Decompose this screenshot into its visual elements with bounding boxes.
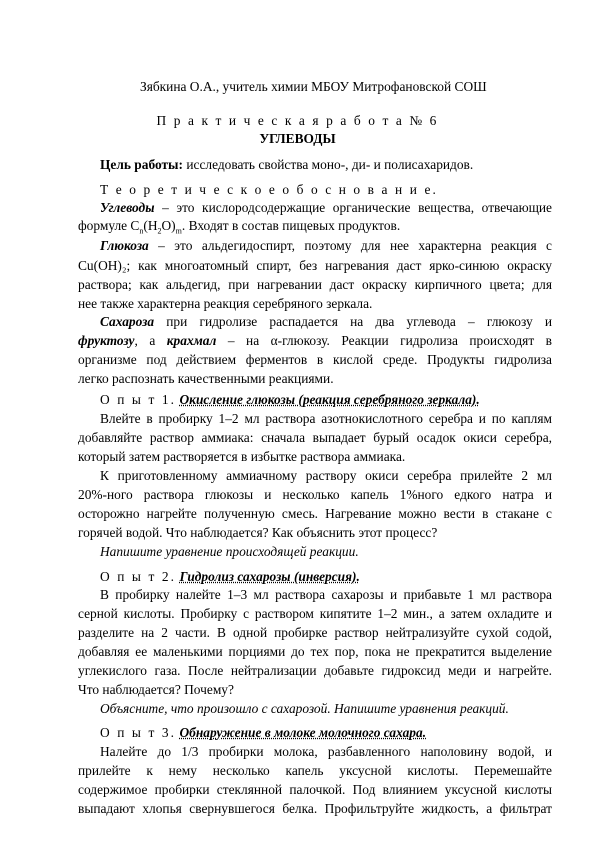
goal-label: Цель работы: (100, 157, 183, 172)
exp2-line-1: В пробирку налейте 1–3 мл раствора сахарозы и прибавьте 1 мл раствора (100, 587, 552, 602)
work-title: П р а к т и ч е с к а я р а б о т а № 6 (156, 113, 439, 128)
exp3-heading (100, 723, 426, 743)
exp3-title: Обнаружение в молоке молочного сахара. (179, 725, 427, 740)
exp1-p1-line-1: Влейте в пробирку 1–2 мл раствора азотнокислотного серебра и по каплям (100, 411, 552, 426)
exp3-line-3: содержимое пробирки стеклянной палочкой. Под влиянием уксусной кислоты (78, 782, 552, 797)
goal-line (100, 155, 473, 175)
exp1-task: Напишите уравнение происходящей реакции. (100, 544, 359, 559)
exp2-label: О п ы т 2. (100, 569, 177, 584)
exp3-label: О п ы т 3. (100, 725, 177, 740)
exp3-line-4: выпадают хлопья свернувшегося белка. Профильтруйте жидкость, а фильтрат (78, 801, 552, 816)
carbs-line-1: Углеводы – это кислородсодержащие органические вещества, отвечающие (100, 200, 552, 215)
carbs-line-2: формуле $С_n(Н_2О)_m$. Входят в состав пищевых продуктов. (78, 218, 401, 236)
exp1-p2-line-1: К приготовленному аммиачному раствору окиси серебра прилейте 2 мл (100, 468, 552, 483)
exp1-p2-line-3: осторожно нагрейте полученную смесь. Нагревание можно вести в стакане с (78, 506, 552, 521)
exp2-line-2: серной кислоты. Пробирку с раствором кипятите 1–2 мин., а затем охладите и (78, 606, 552, 621)
glucose-term: Глюкоза (100, 238, 149, 253)
exp1-heading (100, 390, 480, 410)
fructose-term: фруктозу (78, 333, 135, 348)
exp1-title: Окисление глюкозы (реакция серебряного зеркала). (179, 392, 480, 407)
glucose-line-2: Cu(OH)₂; как многоатомный спирт, без нагревания даст ярко-синюю окраску (78, 258, 552, 273)
glucose-line-3: раствора; как альдегид, при нагревании даст окраску кирпичного цвета; для (78, 277, 552, 292)
exp1-p1-line-2: добавляйте раствор аммиака: сначала выпадает бурый осадок окиси серебра, (78, 430, 552, 445)
exp2-title: Гидролиз сахарозы (инверсия). (179, 569, 360, 584)
carbs-term: Углеводы (100, 200, 155, 215)
exp2-line-4: добавляя ее маленькими порциями до тех пор, пока не прекратится выделение (78, 644, 552, 659)
topic-title: УГЛЕВОДЫ (259, 131, 336, 146)
exp2-line-5: углекислого газа. После нейтрализации добавьте гидроксид меди и нагрейте. (78, 663, 552, 678)
theory-heading: Т е о р е т и ч е с к о е о б о с н о в а н и е. (100, 182, 438, 197)
sucrose-line-1: Сахароза при гидролизе распадается на два углевода – глюкозу и (100, 314, 552, 329)
exp2-heading (100, 567, 360, 587)
sucrose-term: Сахароза (100, 314, 155, 329)
glucose-line-1: Глюкоза – это альдегидоспирт, поэтому для нее характерна реакция с (100, 238, 552, 253)
glucose-line-4: нее также характерна реакция серебряного зеркала. (78, 296, 373, 311)
exp1-p2-line-2: 20%-ного раствора глюкозы и несколько капель 1%ного едкого натра и (78, 487, 552, 502)
exp2-line-3: разделите на 2 части. В одной пробирке раствор нейтрализуйте сухой содой, (78, 625, 552, 640)
starch-term: крахмал (166, 333, 217, 348)
sucrose-line-2: фруктозу, а крахмал – на α-глюкозу. Реакции гидролиза происходят в (78, 333, 552, 348)
exp1-p1-line-3: который затем растворяется в избытке раствора аммиака. (78, 449, 406, 464)
exp3-line-2: прилейте к нему несколько капель уксусной кислоты. Перемешайте (78, 763, 552, 778)
exp1-p2-line-4: горячей водой. Что наблюдается? Как объяснить этот процесс? (78, 525, 438, 540)
goal-text: исследовать свойства моно-, ди- и полисахаридов. (182, 157, 474, 172)
sucrose-line-3: организме под действием ферментов в кислой среде. Продукты гидролиза (78, 352, 552, 367)
exp3-line-1: Налейте до 1/3 пробирки молока, разбавленного наполовину водой, и (100, 744, 552, 759)
exp1-label: О п ы т 1. (100, 392, 177, 407)
exp2-task: Объясните, что произошло с сахарозой. Напишите уравнения реакций. (100, 701, 509, 716)
exp2-line-6: Что наблюдается? Почему? (78, 682, 234, 697)
sucrose-line-4: легко распознать качественными реакциями. (78, 371, 334, 386)
author-line: Зябкина О.А., учитель химии МБОУ Митрофановской СОШ (140, 79, 487, 94)
